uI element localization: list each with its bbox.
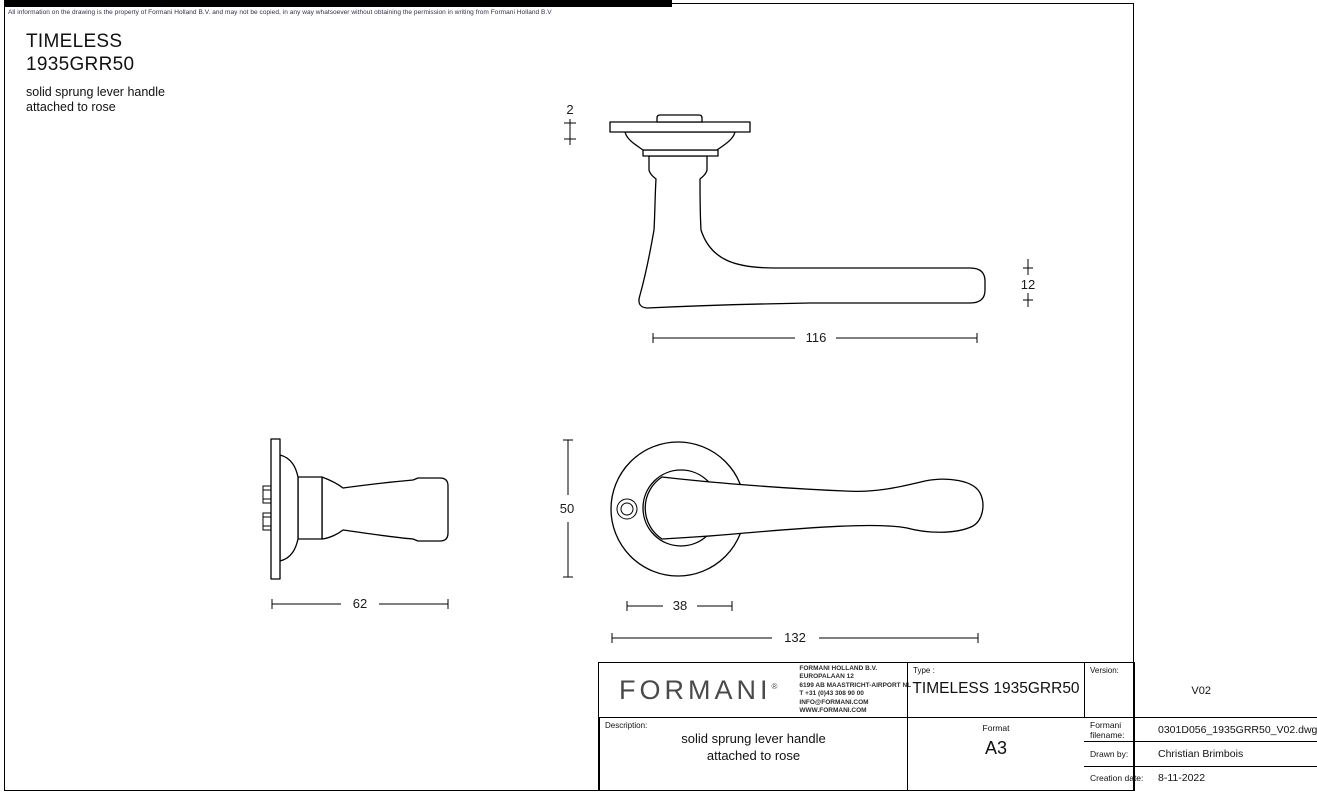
rose-plate-top [271, 439, 280, 579]
address-line: WWW.FORMANI.COM [799, 707, 867, 714]
top-black-bar [4, 0, 672, 7]
dim-total-length [612, 630, 978, 645]
dim-lever-section [1021, 259, 1035, 307]
format-value: A3 [984, 738, 1008, 758]
screw-hole [617, 499, 637, 519]
description-value [600, 731, 907, 764]
rose-trumpet-side [625, 132, 735, 150]
title-block [598, 662, 1317, 791]
lever-handle-top-outline [322, 477, 448, 541]
series-title: TIMELESS [26, 31, 123, 52]
spindle-cap [657, 115, 702, 122]
rose-trumpet-top [280, 455, 298, 561]
description-cell [599, 717, 907, 790]
front-view-drawing [545, 425, 1005, 655]
format-label: Format [982, 723, 1010, 733]
registered-trademark-icon: ® [771, 681, 778, 691]
description-value-line-2: attached to rose [706, 747, 801, 763]
dim-neck-width [627, 598, 732, 613]
address-line: 6199 AB MAASTRICHT-AIRPORT NL [799, 681, 912, 689]
rose-plate-side [610, 122, 750, 132]
formani-logo: FORMANI® [619, 674, 778, 705]
address-line: FORMANI HOLLAND B.V. [799, 664, 878, 672]
side-view-drawing [540, 95, 1060, 355]
dim-rose-diameter [560, 440, 574, 577]
type-label: Type : [913, 666, 935, 675]
version-label: Version: [1090, 666, 1119, 675]
drawn-by-value: Christian Brimbois [1158, 747, 1244, 760]
company-address [799, 665, 911, 716]
description-line-1: solid sprung lever handle [26, 85, 165, 99]
version-cell [1084, 663, 1317, 717]
address-line: EUROPALAAN 12 [799, 673, 854, 680]
format-cell [907, 717, 1084, 790]
lever-handle-side-outline [639, 156, 985, 308]
copyright-notice: All information on the drawing is the property of Formani Holland B.V. and may not be copied, in any way whatsoever without obtaining the permission in writing from Formani Holland B.V [8, 9, 552, 16]
drawn-by-label: Drawn by: [1090, 748, 1129, 759]
filename-value: 0301D056_1935GRR50_V02.dwg [1158, 723, 1317, 736]
logo-cell [599, 663, 912, 717]
dim-label-38: 38 [672, 598, 688, 613]
dim-label-50: 50 [559, 501, 575, 516]
dim-lever-length [653, 330, 977, 345]
description-line-2: attached to rose [26, 100, 116, 114]
address-line: INFO@FORMANI.COM [799, 698, 869, 706]
model-number: 1935GRR50 [26, 54, 135, 75]
top-view-drawing [250, 425, 460, 620]
drawn-by-row [1084, 741, 1317, 765]
dim-plate-thickness [564, 102, 576, 145]
neck-collar-top [298, 477, 322, 539]
filename-row [1084, 717, 1317, 741]
neck-collar [643, 150, 718, 156]
dim-label-62: 62 [352, 596, 368, 611]
mounting-clips [263, 486, 271, 530]
dim-label-116: 116 [805, 330, 827, 345]
type-cell [907, 663, 1084, 717]
dim-label-12: 12 [1020, 277, 1036, 292]
description-label: Description: [605, 721, 648, 730]
creation-date-label: Creation date: [1090, 773, 1144, 784]
dim-label-2: 2 [566, 102, 574, 117]
dim-projection [272, 596, 448, 611]
lever-handle-front-outline [645, 477, 983, 539]
version-value: V02 [1191, 685, 1211, 697]
type-value: TIMELESS 1935GRR50 [912, 680, 1080, 697]
address-line: T +31 (0)43 308 90 00 [799, 690, 864, 697]
filename-label: Formani filename: [1090, 719, 1125, 740]
drawing-header [26, 30, 165, 115]
description-value-line-1: solid sprung lever handle [681, 731, 826, 746]
creation-date-value: 8-11-2022 [1158, 772, 1206, 785]
creation-date-row [1084, 766, 1317, 790]
dim-label-132: 132 [784, 630, 806, 645]
